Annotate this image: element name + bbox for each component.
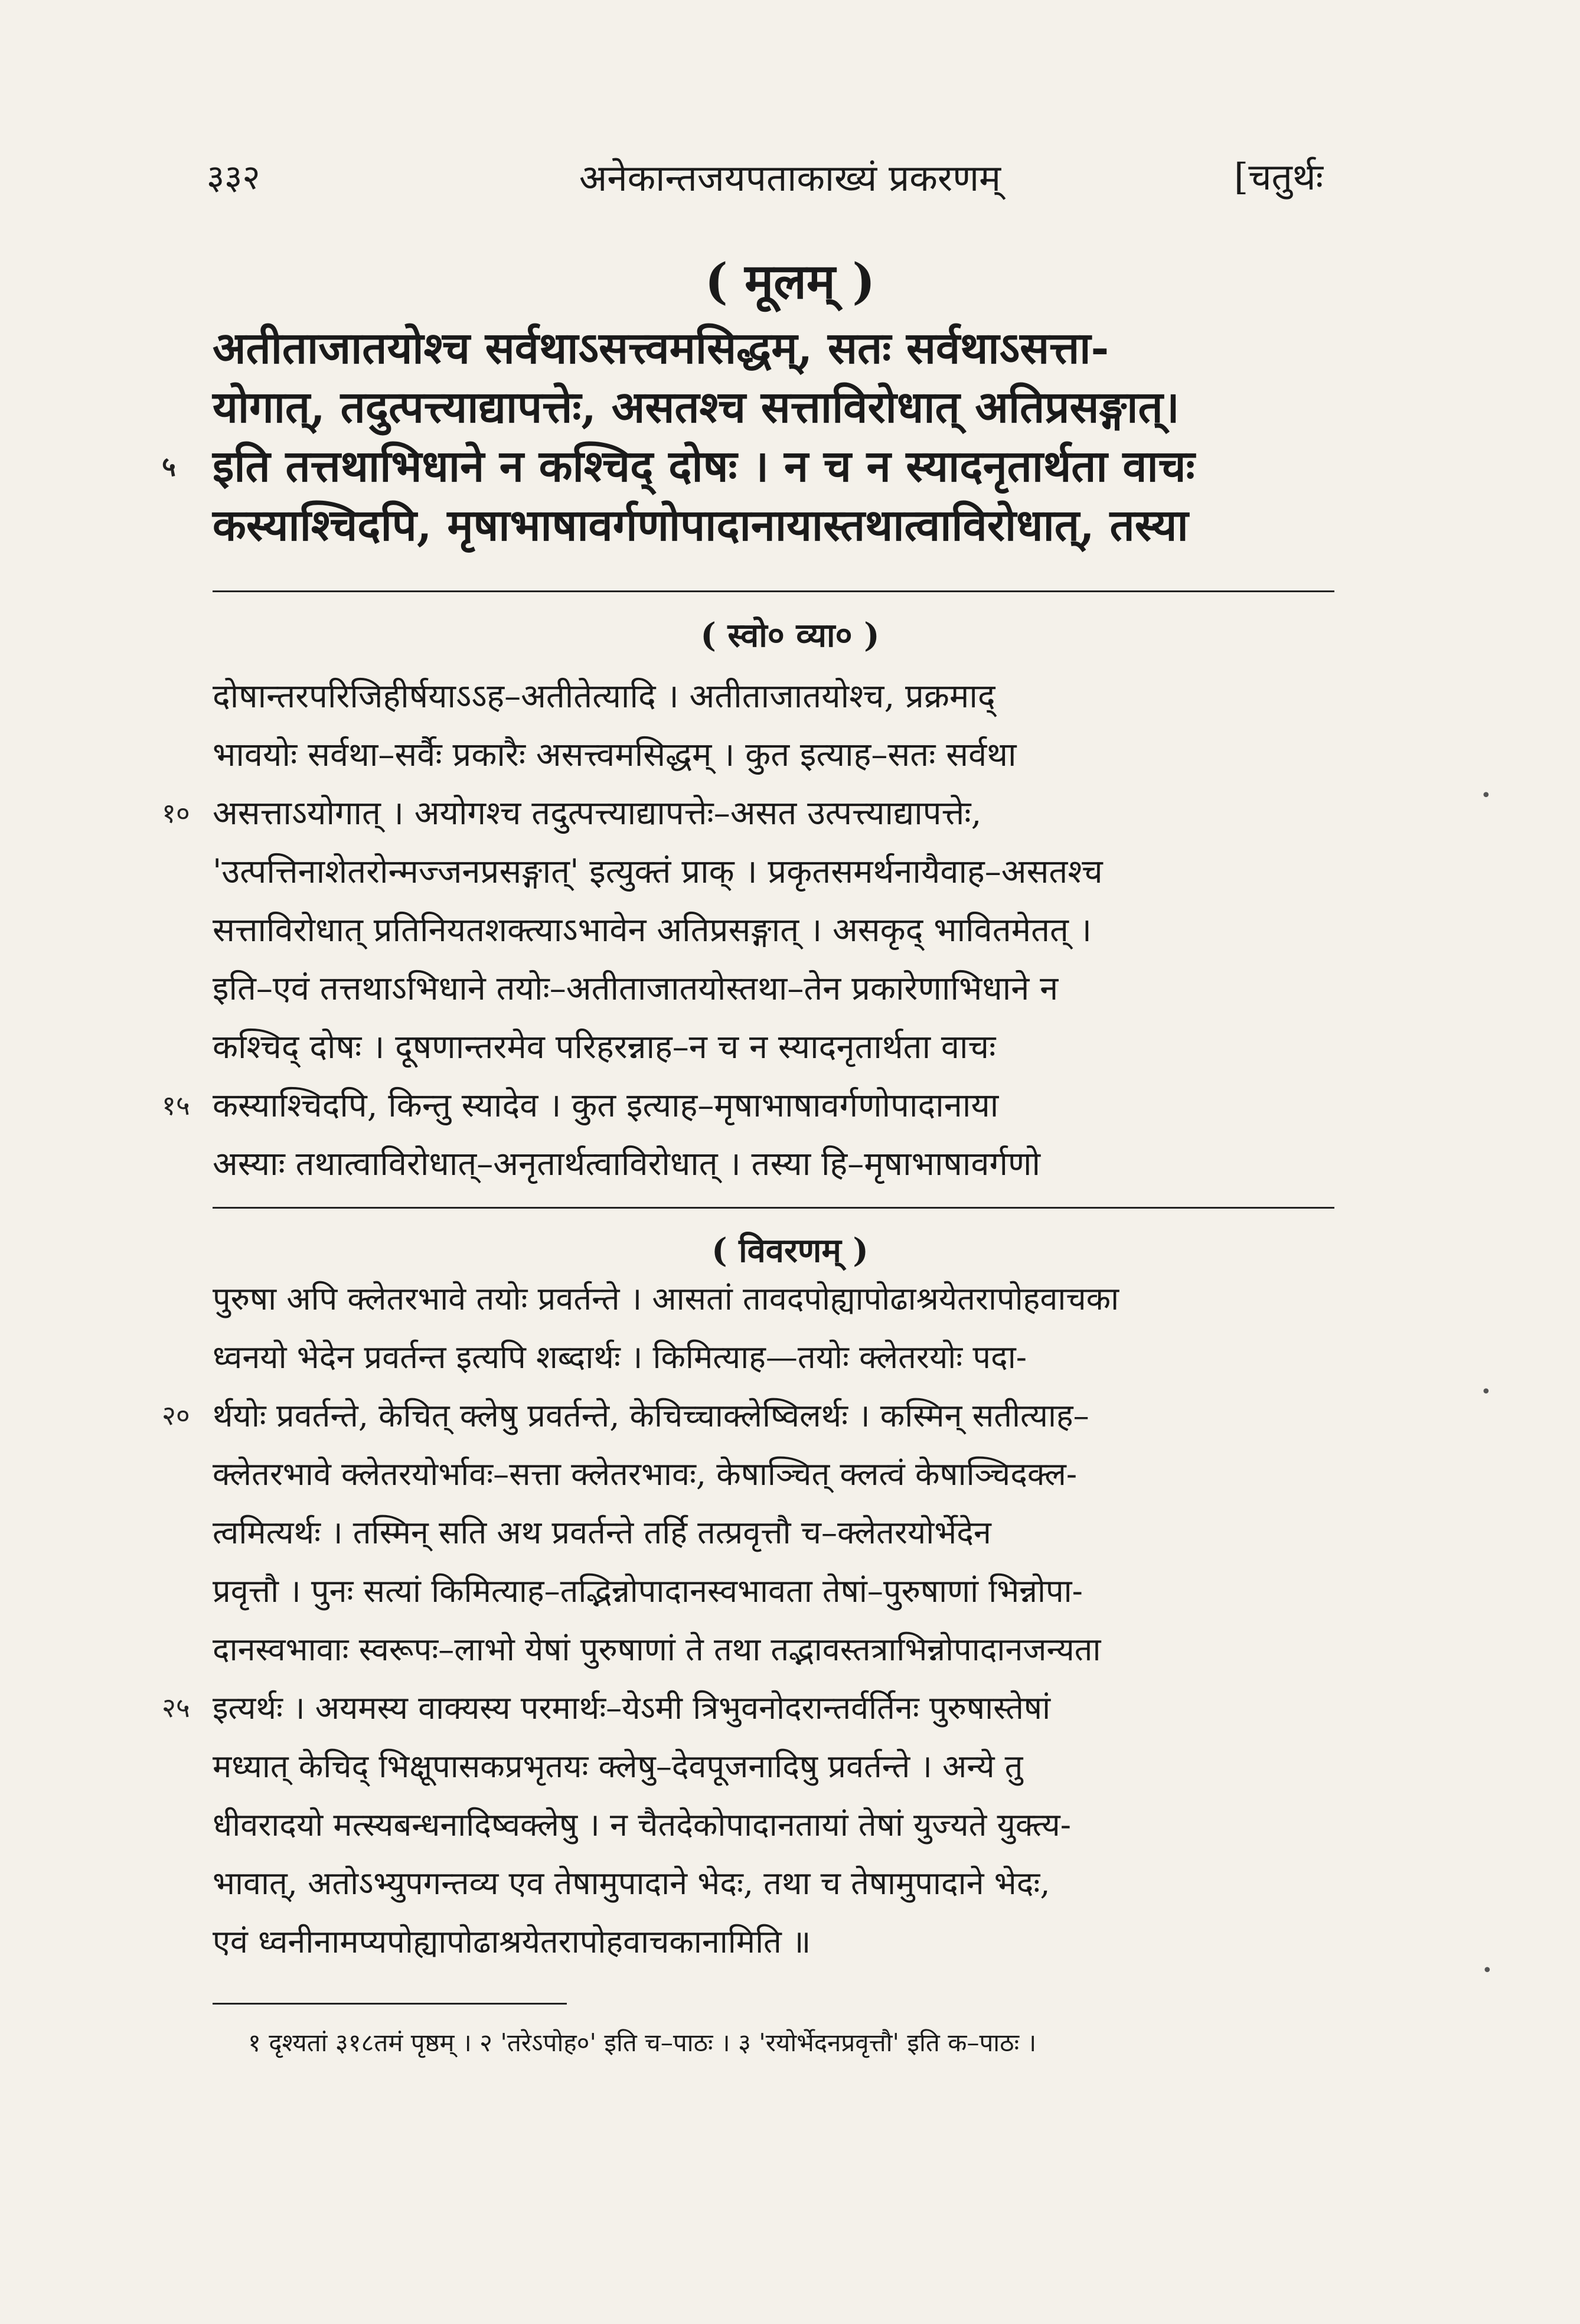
commentary-heading: ( स्वो० व्या० ) (700, 616, 880, 655)
commentary-line-text: सत्ताविरोधात् प्रतिनियतशक्त्याऽभावेन अतिप्रसङ्गात् । असकृद् भावितमेतत् । (213, 911, 1092, 949)
vivaran-line-text: प्रवृत्तौ । पुनः सत्यां किमित्याह–तद्भिन्नोपादानस्वभावता तेषां–पुरुषाणां भिन्नोपा- (213, 1572, 1083, 1610)
commentary-line-text: असत्ताऽयोगात् । अयोगश्च तदुत्पत्त्याद्यापत्तेः–असत उत्पत्त्याद्यापत्तेः, (213, 794, 982, 833)
mool-line (162, 437, 1334, 496)
vivaran-line-text: त्वमित्यर्थः । तस्मिन् सति अथ प्रवर्तन्ते तर्हि तत्प्रवृत्तौ च–क्लेतरयोर्भेदेन (213, 1514, 991, 1551)
line-number: २० (162, 1399, 190, 1431)
footnote-divider (213, 2003, 567, 2005)
commentary-line (213, 667, 1334, 726)
commentary-text (162, 667, 1334, 1193)
commentary-line (162, 784, 1334, 843)
commentary-line-text: दोषान्तरपरिजिहीर्षयाऽऽह–अतीतेत्यादि । अतीताजातयोश्च, प्रक्रमाद् (213, 677, 995, 716)
commentary-line-text: अस्याः तथात्वाविरोधात्–अनृतार्थत्वाविरोधात् । तस्या हि–मृषाभाषावर्गणो (213, 1145, 1041, 1183)
mool-line-text: इति तत्तथाभिधाने न कश्चिद् दोषः । न च न स्यादनृतार्थता वाचः (213, 441, 1195, 492)
vivaran-line (162, 1679, 1334, 1737)
vivaran-line (213, 1445, 1334, 1503)
commentary-line-text: कस्याश्चिदपि, किन्तु स्यादेव । कुत इत्याह–मृषाभाषावर्गणोपादानाया (213, 1086, 999, 1125)
mool-line (213, 378, 1334, 437)
vivaran-line (213, 1737, 1334, 1796)
commentary-line-text: 'उत्पत्तिनाशेतरोन्मज्जनप्रसङ्गात्' इत्युक्तं प्राक् । प्रकृतसमर्थनायैवाह–असतश्च (213, 853, 1103, 891)
vivaran-line-text: ध्वनयो भेदेन प्रवर्तन्त इत्यपि शब्दार्थः । किमित्याह—तयोः क्लेतरयोः पदा- (213, 1339, 1027, 1376)
vivaran-line-text: पुरुषा अपि क्लेतरभावे तयोः प्रवर्तन्ते । आसतां तावदपोह्यापोढाश्रयेतरापोहवाचका (213, 1280, 1119, 1317)
vivaran-line (213, 1854, 1334, 1912)
mool-line (213, 319, 1334, 378)
vivaran-line-text: एवं ध्वनीनामप्यपोह्यापोढाश्रयेतरापोहवाचकानामिति ॥ (213, 1923, 811, 1960)
vivaran-text (162, 1269, 1334, 1971)
vivaran-line-text: इत्यर्थः । अयमस्य वाक्यस्य परमार्थः–येऽमी त्रिभुवनोदरान्तर्वर्तिनः पुरुषास्तेषां (213, 1689, 1051, 1726)
page-number: ३३२ (207, 157, 260, 197)
commentary-line (213, 843, 1334, 901)
commentary-line (213, 1018, 1334, 1076)
vivaran-line (213, 1796, 1334, 1854)
commentary-line-text: भावयोः सर्वथा–सर्वैः प्रकारैः असत्त्वमसिद्धम् । कुत इत्याह–सतः सर्वथा (213, 736, 1017, 774)
vivaran-line (213, 1562, 1334, 1620)
vivaran-line (213, 1328, 1334, 1386)
vivaran-line-text: मध्यात् केचिद् भिक्षूपासकप्रभृतयः क्लेषु–देवपूजनादिषु प्रवर्तन्ते । अन्ये तु (213, 1748, 1023, 1785)
section-divider (213, 590, 1334, 592)
commentary-line (213, 1135, 1334, 1193)
line-number: २५ (162, 1692, 190, 1724)
mool-text (162, 319, 1334, 555)
commentary-line (162, 1076, 1334, 1135)
vivaran-heading: ( विवरणम् ) (711, 1231, 869, 1270)
margin-speck: • (1482, 1960, 1493, 1981)
vivaran-line-text: क्लेतरभावे क्लेतरयोर्भावः–सत्ता क्लेतरभावः, केषाञ्चित् क्लत्वं केषाञ्चिदक्ल- (213, 1455, 1078, 1493)
commentary-line-text: इति–एवं तत्तथाऽभिधाने तयोः–अतीताजातयोस्तथा–तेन प्रकारेणाभिधाने न (213, 970, 1059, 1008)
mool-line (213, 496, 1334, 555)
chapter-label: [चतुर्थः (1234, 155, 1324, 198)
margin-speck: • (1481, 785, 1491, 806)
vivaran-line-text: भावात्, अतोऽभ्युपगन्तव्य एव तेषामुपादाने भेदः, तथा च तेषामुपादाने भेदः, (213, 1865, 1050, 1902)
section-divider (213, 1207, 1334, 1209)
commentary-line (213, 726, 1334, 784)
vivaran-line (213, 1912, 1334, 1971)
vivaran-line (213, 1503, 1334, 1562)
running-title: अनेकान्तजयपताकाख्यं प्रकरणम् (579, 156, 1001, 200)
vivaran-line-text: दानस्वभावाः स्वरूपः–लाभो येषां पुरुषाणां ते तथा तद्भावस्तत्राभिन्नोपादानजन्यता (213, 1631, 1101, 1668)
margin-speck: • (1481, 1382, 1491, 1402)
mool-line-text: कस्याश्चिदपि, मृषाभाषावर्गणोपादानायास्तथात्वाविरोधात्, तस्या (213, 500, 1189, 551)
mool-line-text: अतीताजातयोश्च सर्वथाऽसत्त्वमसिद्धम्, सतः सर्वथाऽसत्ता- (213, 323, 1109, 374)
commentary-line (213, 959, 1334, 1018)
commentary-line-text: कश्चिद् दोषः । दूषणान्तरमेव परिहरन्नाह–न च न स्यादनृतार्थता वाचः (213, 1028, 996, 1066)
vivaran-line (213, 1620, 1334, 1679)
line-number: १५ (162, 1089, 190, 1121)
commentary-line (213, 901, 1334, 959)
vivaran-line-text: धीवरादयो मत्स्यबन्धनादिष्वक्लेषु । न चैतदेकोपादानतायां तेषां युज्यते युक्त्य- (213, 1806, 1072, 1843)
vivaran-line-text: र्थयोः प्रवर्तन्ते, केचित् क्लेषु प्रवर्तन्ते, केचिच्चाक्लेष्विलर्थः । कस्मिन् सतीत्याह– (213, 1397, 1089, 1434)
line-number: १० (162, 797, 190, 829)
vivaran-line (213, 1269, 1334, 1328)
mool-line-text: योगात्, तदुत्पत्त्याद्यापत्तेः, असतश्च सत्ताविरोधात् अतिप्रसङ्गात्। (213, 382, 1180, 433)
mool-heading: ( मूलम् ) (704, 253, 876, 310)
vivaran-line (162, 1386, 1334, 1445)
footnote: १ दृश्यतां ३१८तमं पृष्ठम् । २ 'तरेऽपोह०' इति च–पाठः । ३ 'रयोर्भेदनप्रवृत्तौ' इति क–पाठः । (248, 2028, 1037, 2057)
line-number: ५ (162, 451, 176, 482)
